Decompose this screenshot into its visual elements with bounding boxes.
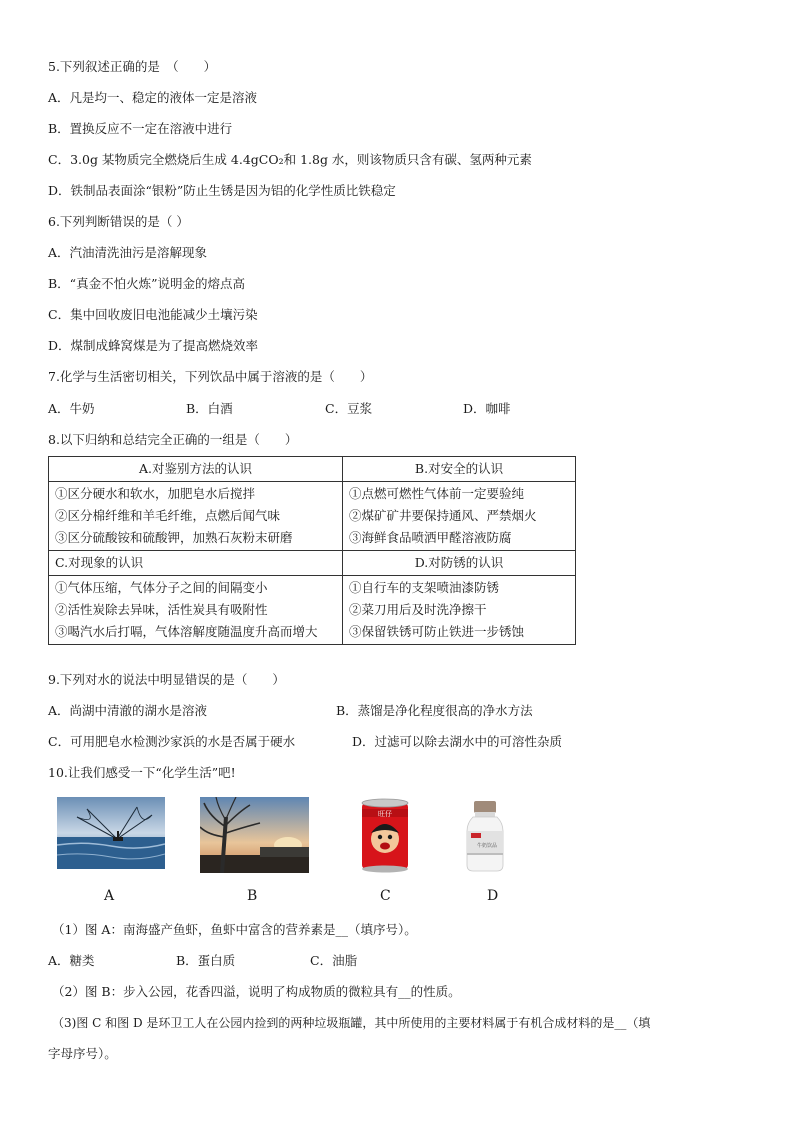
q10-p1-option-a: A．糖类 [48, 953, 95, 968]
table-b-item-1: ①点燃可燃性气体前一定要验纯 [349, 486, 525, 501]
table-a-item-3: ③区分硫酸铵和硫酸钾，加熟石灰粉末研磨 [55, 530, 293, 545]
table-c-item-2: ②活性炭除去异味，活性炭具有吸附性 [55, 602, 268, 617]
image-a-fishing [57, 797, 165, 869]
q9-option-d: D．过滤可以除去湖水中的可溶性杂质 [352, 734, 563, 749]
q7-option-a: A．牛奶 [48, 401, 95, 416]
image-d-bottle [463, 797, 507, 873]
q10-part-1: （1）图 A：南海盛产鱼虾，鱼虾中富含的营养素是__（填序号）。 [52, 922, 417, 937]
table-cell-b [343, 482, 576, 551]
table-head-d: D.对防锈的认识 [343, 551, 576, 576]
q5-option-b: B．置换反应不一定在溶液中进行 [48, 121, 233, 136]
table-head-c: C.对现象的认识 [49, 551, 343, 576]
bottle-label: 牛奶饮品 [476, 843, 498, 849]
q6-option-d: D．煤制成蜂窝煤是为了提高燃烧效率 [48, 338, 259, 353]
table-cell-c [49, 576, 343, 645]
q10-p1-option-c: C．油脂 [310, 953, 358, 968]
q7-stem: 7.化学与生活密切相关，下列饮品中属于溶液的是（ ） [48, 369, 373, 384]
q10-part-3-line-1: （3)图 C 和图 D 是环卫工人在公园内捡到的两种垃圾瓶罐，其中所使用的主要材料属于有机合成材料的是__（填 [52, 1016, 651, 1030]
table-c-item-3: ③喝汽水后打嗝，气体溶解度随温度升高而增大 [55, 624, 318, 639]
caption-c: C [380, 888, 391, 904]
table-b-item-2: ②煤矿矿井要保持通风、严禁烟火 [349, 508, 537, 523]
table-cell-d [343, 576, 576, 645]
q6-option-c: C．集中回收废旧电池能减少土壤污染 [48, 307, 258, 322]
table-head-a: A.对鉴别方法的认识 [49, 457, 343, 482]
q9-option-b: B．蒸馏是净化程度很高的净水方法 [336, 703, 533, 718]
q9-option-c: C．可用肥皂水检测沙家浜的水是否属于硬水 [48, 734, 296, 749]
q10-part-3-line-2: 字母序号）。 [48, 1046, 117, 1061]
table-b-item-3: ③海鲜食品喷洒甲醛溶液防腐 [349, 530, 512, 545]
table-d-item-3: ③保留铁锈可防止铁进一步锈蚀 [349, 624, 525, 639]
q10-p1-option-b: B．蛋白质 [176, 953, 236, 968]
q5-option-a: A．凡是均一、稳定的液体一定是溶液 [48, 90, 258, 105]
q5-stem: 5.下列叙述正确的是 （ ） [48, 59, 217, 74]
caption-d: D [487, 888, 499, 904]
caption-b: B [247, 888, 258, 904]
table-d-item-1: ①自行车的支架喷油漆防锈 [349, 580, 500, 595]
can-label: 旺仔 [378, 810, 392, 818]
q8-stem: 8.以下归纳和总结完全正确的一组是（ ） [48, 432, 298, 447]
image-b-park [200, 797, 309, 873]
table-d-item-2: ②菜刀用后及时洗净擦干 [349, 602, 487, 617]
q7-option-b: B．白酒 [186, 401, 233, 416]
table-head-b: B.对安全的认识 [343, 457, 576, 482]
q5-option-c: C．3.0g 某物质完全燃烧后生成 4.4gCO₂和 1.8g 水，则该物质只含有碳、氢两种元素 [48, 152, 532, 167]
q6-option-a: A．汽油清洗油污是溶解现象 [48, 245, 208, 260]
q10-part-2: （2）图 B：步入公园，花香四溢，说明了构成物质的微粒具有__的性质。 [52, 984, 461, 999]
table-c-item-1: ①气体压缩，气体分子之间的间隔变小 [55, 580, 268, 595]
q7-option-d: D．咖啡 [463, 401, 511, 416]
q6-option-b: B．“真金不怕火炼”说明金的熔点高 [48, 276, 245, 291]
q7-option-c: C．豆浆 [325, 401, 373, 416]
q8-table [48, 456, 576, 645]
q10-stem: 10.让我们感受一下“化学生活”吧! [48, 765, 236, 780]
image-c-can [359, 797, 411, 873]
q5-option-d: D．铁制品表面涂“银粉”防止生锈是因为铝的化学性质比铁稳定 [48, 183, 396, 198]
table-a-item-2: ②区分棉纤维和羊毛纤维，点燃后闻气味 [55, 508, 281, 523]
q9-stem: 9.下列对水的说法中明显错误的是（ ） [48, 672, 285, 687]
q6-stem: 6.下列判断错误的是（ ） [48, 214, 189, 229]
q9-option-a: A．尚湖中清澈的湖水是溶液 [48, 703, 208, 718]
table-a-item-1: ①区分硬水和软水，加肥皂水后搅拌 [55, 486, 256, 501]
caption-a: A [104, 888, 115, 904]
table-cell-a [49, 482, 343, 551]
